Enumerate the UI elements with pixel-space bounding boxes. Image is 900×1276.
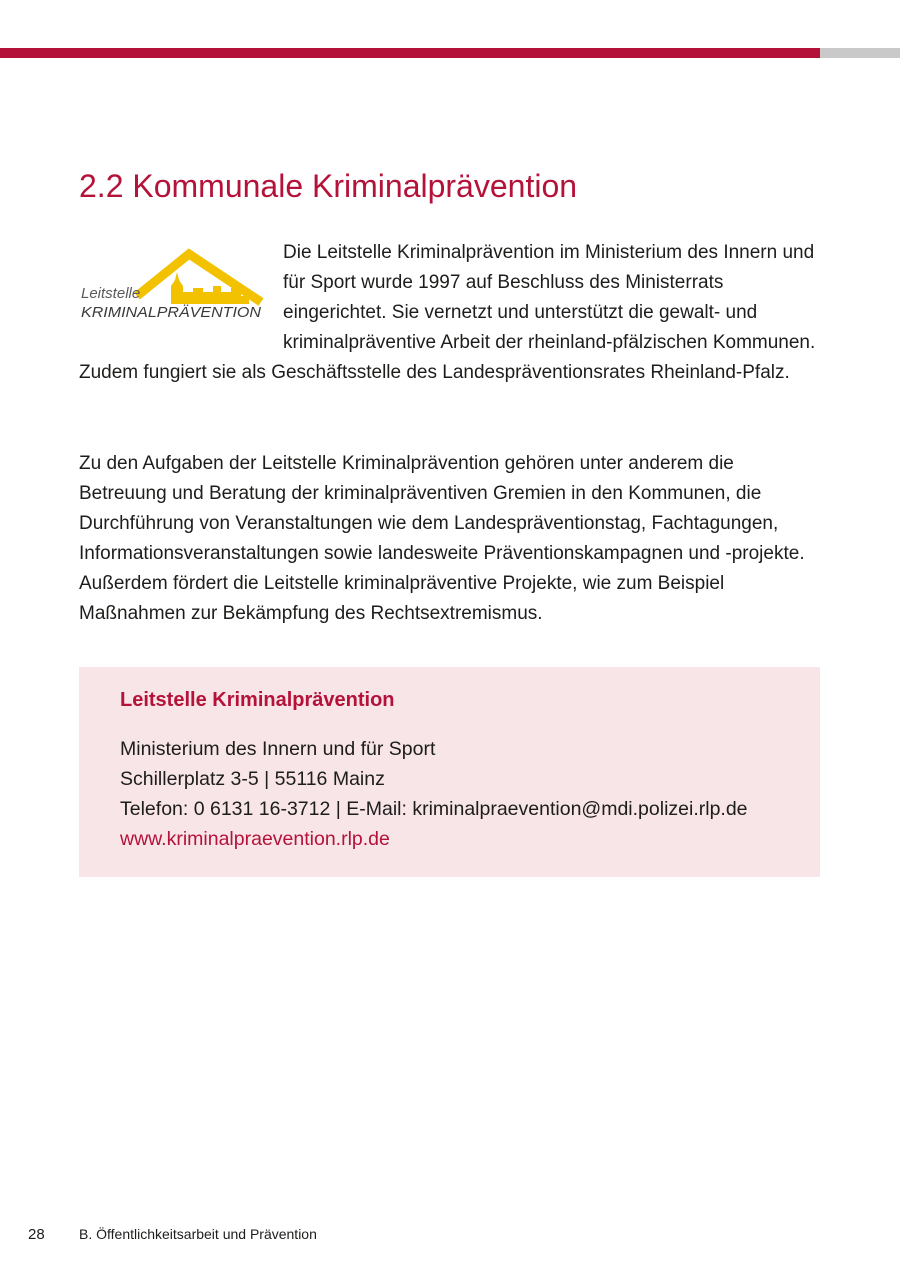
header-accent-bar [0, 48, 820, 58]
logo-text-leitstelle: Leitstelle [81, 285, 141, 302]
contact-details [120, 734, 748, 854]
contact-address: Schillerplatz 3-5 | 55116 Mainz [120, 768, 385, 790]
contact-organization: Ministerium des Innern und für Sport [120, 738, 436, 760]
intro-text: Die Leitstelle Kriminalprävention im Ministerium des Innern und für Sport wurde 1997 auf Beschluss des Ministerrats eingerichtet. Sie vernetzt und unterstützt die gewalt- und kriminalpräventive Arbeit der rheinland-pfälzischen Kommunen. Zudem fungiert sie als Geschäftsstelle des Landespräventionsrates Rheinland-Pfalz. [79, 242, 816, 383]
contact-title: Leitstelle Kriminalprävention [120, 689, 395, 711]
section-title: 2.2 Kommunale Kriminalprävention [79, 168, 578, 204]
contact-website-link[interactable]: www.kriminalpraevention.rlp.de [120, 828, 390, 850]
page-number: 28 [28, 1226, 45, 1243]
footer-chapter: B. Öffentlichkeitsarbeit und Prävention [79, 1226, 317, 1242]
intro-paragraph [79, 238, 821, 388]
tasks-paragraph: Zu den Aufgaben der Leitstelle Kriminalprävention gehören unter anderem die Betreuung und Beratung der kriminalpräventiven Gremien in den Kommunen, die Durchführung von Veranstaltungen wie dem Landespräventionstag, Fachtagungen, Informationsveranstaltungen sowie landesweite Präventionskampagnen und -projekte. Außerdem fördert die Leitstelle kriminalpräventive Projekte, wie zum Beispiel Maßnahmen zur Bekämpfung des Rechtsextremismus. [79, 453, 805, 624]
leitstelle-logo [79, 244, 265, 328]
contact-box [79, 667, 820, 877]
contact-phone-email: Telefon: 0 6131 16-3712 | E-Mail: kriminalpraevention@mdi.polizei.rlp.de [120, 798, 748, 820]
header-grey-bar [820, 48, 900, 58]
logo-text-kriminalpraevention: KRIMINALPRÄVENTION [81, 304, 262, 321]
